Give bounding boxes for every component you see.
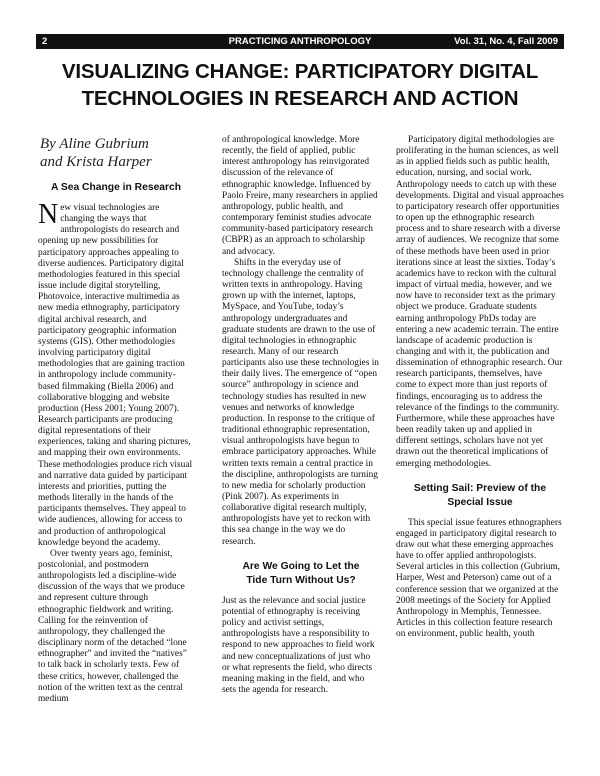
byline bbox=[40, 135, 194, 171]
paragraph: of anthropological knowledge. More recently, the field of applied, public interest anthropology has reinvigorated discussion of the relevance of ethnographic knowledge. Influenced by Paolo Freire, many researchers in applied anthropology, public health, and contemporary feminist studies advocate community-based participatory research (CBPR) as an approach to scholarship and advocacy. bbox=[222, 135, 378, 257]
section-heading-setting-sail bbox=[396, 482, 564, 510]
paragraph-text: ew visual technologies are changing the ways that anthropologists do research and opening up new possibilities for participatory approaches appealing to diverse audiences. Participatory digital methodologies featured in this special issue include digital storytelling, Photovoice, interactive multimedia as new media ethnography, participatory digital archival research, and participatory geographic information systems (GIS). Other methodologies involving participatory digital methodologies that are gaining traction in anthropology include community-based filmmaking (Biella 2006) and collaborative blogging and website production (Hess 2001; Young 2007). Research participants are producing digital representations of their experiences, taking and sharing pictures, and mapping their own environments. These methodologies produce rich visual and narrative data guided by participant interests and priorities, putting the methods literally in the hands of the participants themselves. They appeal to wide audiences, allowing for access to and production of anthropological knowledge beyond the academy. bbox=[38, 203, 193, 548]
title-line-1: VISUALIZING CHANGE: PARTICIPATORY DIGITAL bbox=[61, 60, 539, 83]
section-heading-tide bbox=[222, 560, 380, 588]
heading-line-1: Setting Sail: Preview of the bbox=[413, 482, 547, 494]
paragraph: Just as the relevance and social justice potential of ethnography is receiving policy and activist settings, anthropologists have a responsibility to respond to new approaches to field work and new conceptualizations of just who or what represents the field, who directs meaning making in the field, and who sets the agenda for research. bbox=[222, 595, 375, 696]
column-3 bbox=[396, 135, 564, 640]
page-number: 2 bbox=[42, 36, 48, 47]
issue-info: Vol. 31, No. 4, Fall 2009 bbox=[454, 36, 558, 47]
heading-line-2: Special Issue bbox=[447, 496, 513, 508]
title-line-2: TECHNOLOGIES IN RESEARCH AND ACTION bbox=[81, 87, 519, 110]
heading-line-1: Are We Going to Let the bbox=[242, 560, 360, 572]
paragraph: Over twenty years ago, feminist, postcolonial, and postmodern anthropologists led a discipline-wide discussion of the ways that we produce and represent culture through ethnographic fieldwork and writing. Calling for the reinvention of anthropology, they challenged the disciplinary norm of the detached “lone ethnographer” and invited the “natives” to talk back in scholarly texts. Few of these critics, however, challenged the notion of the written text as the central medium bbox=[38, 548, 187, 704]
heading-line-2: Tide Turn Without Us? bbox=[246, 574, 356, 586]
paragraph bbox=[38, 199, 194, 549]
paragraph: Shifts in the everyday use of technology challenge the centrality of written texts in anthropology. Having grown up with the internet, laptops, MySpace, and YouTube, today’s anthropology undergraduates and graduate students are drawn to the use of digital technologies in ethnographic research. Many of our research participants also use these technologies in their daily lives. The emergence of “open source” anthropology in science and technology studies has resulted in new venues and networks of knowledge production. In response to the critique of traditional ethnographic representation, visual anthropologists have begun to embrace participatory approaches. While written texts remain a central practice in the discipline, anthropologists are turning to new media for scholarly production (Pink 2007). As experiments in collaborative digital research multiply, anthropologists have yet to reckon with this sea change in the way we do research. bbox=[222, 257, 379, 547]
column-2 bbox=[222, 135, 380, 696]
article-title bbox=[30, 58, 570, 112]
running-header bbox=[36, 34, 564, 49]
publication-name: PRACTICING ANTHROPOLOGY bbox=[228, 36, 372, 47]
paragraph: This special issue features ethnographers engaged in participatory digital research to draw out what these emerging approaches have to offer applied anthropologists. Several articles in this collection (Gubrium, Harper, West and Peterson) came out of a conference session that we organized at the 2008 meetings of the Society for Applied Anthropology in Memphis, Tennessee. Articles in this collection feature research on environment, public health, youth bbox=[396, 517, 562, 640]
section-heading-sea-change: A Sea Change in Research bbox=[50, 182, 182, 193]
column-1 bbox=[38, 135, 194, 705]
drop-cap: N bbox=[38, 199, 59, 230]
byline-line-2: and Krista Harper bbox=[40, 154, 152, 170]
byline-line-1: By Aline Gubrium bbox=[40, 136, 149, 152]
paragraph: Participatory digital methodologies are proliferating in the human sciences, as well as in applied fields such as public health, education, nursing, and social work. Anthropology needs to catch up with these developments. Digital and visual approaches to participatory research offer opportunities to open up the ethnographic research process and to share research with a diverse array of audiences. We recognize that some of these methods have been used in prior iterations since at least the sixties. Today’s academics have to reckon with the cultural impact of virtual media, however, and we now have to reconsider text as the primary object we produce. Graduate students earning anthropology PhDs today are entering a new academic terrain. The entire landscape of academic production is changing and with it, the publication and dissemination of ethnographic research. Our research participants, themselves, have come to expect more than just reports of findings, encouraging us to address the relevance of the findings to the community. Furthermore, while these approaches have been readily taken up and applied in different settings, scholars have not yet drawn out the theoretical implications of emerging methodologies. bbox=[396, 135, 564, 469]
